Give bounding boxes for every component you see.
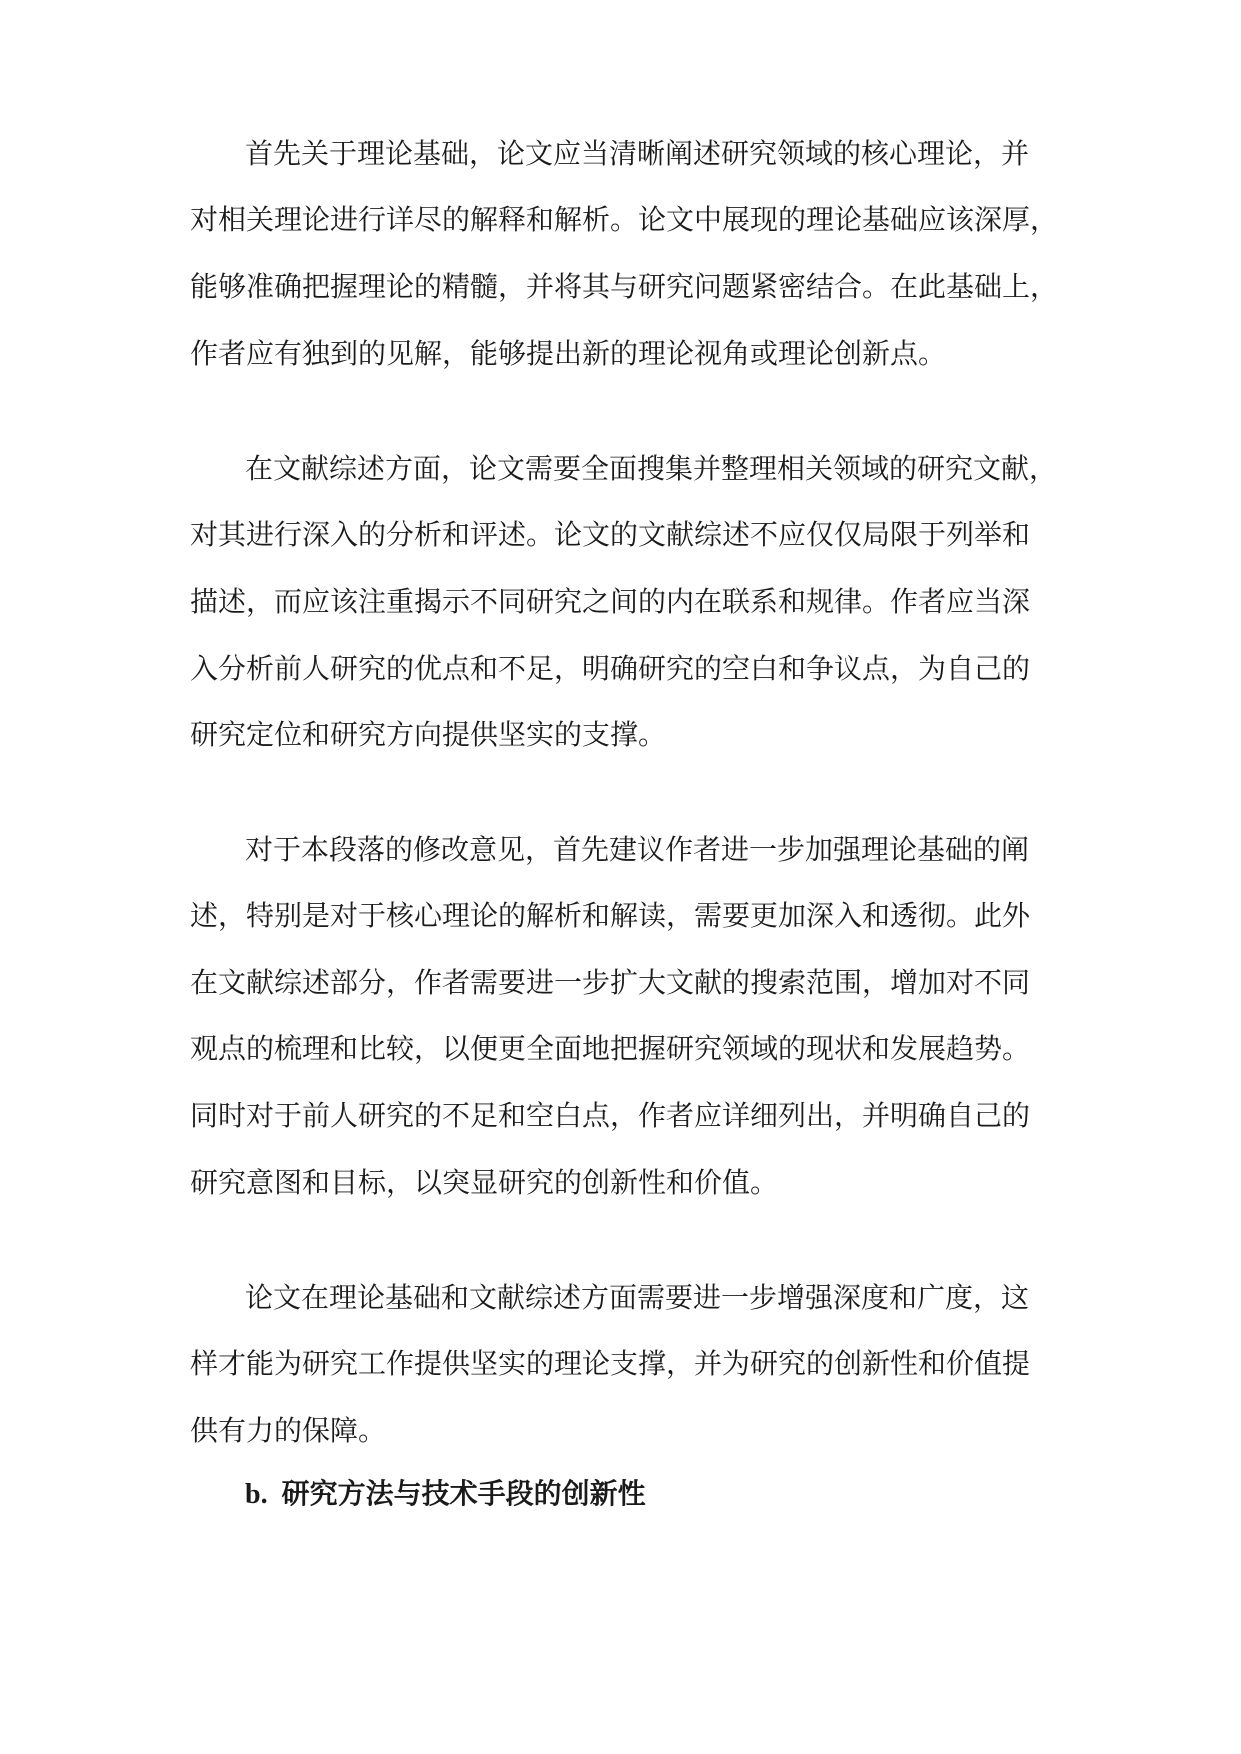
paragraph-line: 样才能为研究工作提供坚实的理论支撑，并为研究的创新性和价值提: [190, 1347, 1031, 1380]
paragraph-line: 对其进行深入的分析和评述。论文的文献综述不应仅仅局限于列举和: [190, 518, 1031, 551]
paragraph-line: 首先关于理论基础，论文应当清晰阐述研究领域的核心理论，并: [245, 137, 1030, 170]
paragraph-line: 述，特别是对于核心理论的解析和解读，需要更加深入和透彻。此外: [190, 899, 1031, 932]
paragraph-line: 研究意图和目标，以突显研究的创新性和价值。: [190, 1166, 779, 1199]
paragraph-line: 供有力的保障。: [190, 1414, 387, 1447]
paragraph-line: 在文献综述部分，作者需要进一步扩大文献的搜索范围，增加对不同: [190, 966, 1031, 999]
paragraph-line: 在文献综述方面，论文需要全面搜集并整理相关领域的研究文献，: [245, 452, 1058, 485]
paragraph-line: 入分析前人研究的优点和不足，明确研究的空白和争议点，为自己的: [190, 652, 1031, 685]
section-heading-text: 研究方法与技术手段的创新性: [281, 1477, 646, 1510]
section-marker: b.: [245, 1479, 268, 1510]
paragraph-line: 同时对于前人研究的不足和空白点，作者应详细列出，并明确自己的: [190, 1099, 1031, 1132]
paragraph-line: 能够准确把握理论的精髓，并将其与研究问题紧密结合。在此基础上，: [190, 270, 1059, 303]
paragraph-line: 作者应有独到的见解，能够提出新的理论视角或理论创新点。: [190, 337, 947, 370]
paragraph-line: 观点的梳理和比较，以便更全面地把握研究领域的现状和发展趋势。: [190, 1032, 1031, 1065]
paragraph-line: 研究定位和研究方向提供坚实的支撑。: [190, 718, 667, 751]
section-heading: [245, 1474, 646, 1515]
paragraph-line: 对相关理论进行详尽的解释和解析。论文中展现的理论基础应该深厚，: [190, 203, 1059, 236]
paragraph-line: 描述，而应该注重揭示不同研究之间的内在联系和规律。作者应当深: [190, 585, 1031, 618]
paragraph-line: 对于本段落的修改意见，首先建议作者进一步加强理论基础的阐: [245, 833, 1030, 866]
paragraph-line: 论文在理论基础和文献综述方面需要进一步增强深度和广度，这: [245, 1281, 1030, 1314]
